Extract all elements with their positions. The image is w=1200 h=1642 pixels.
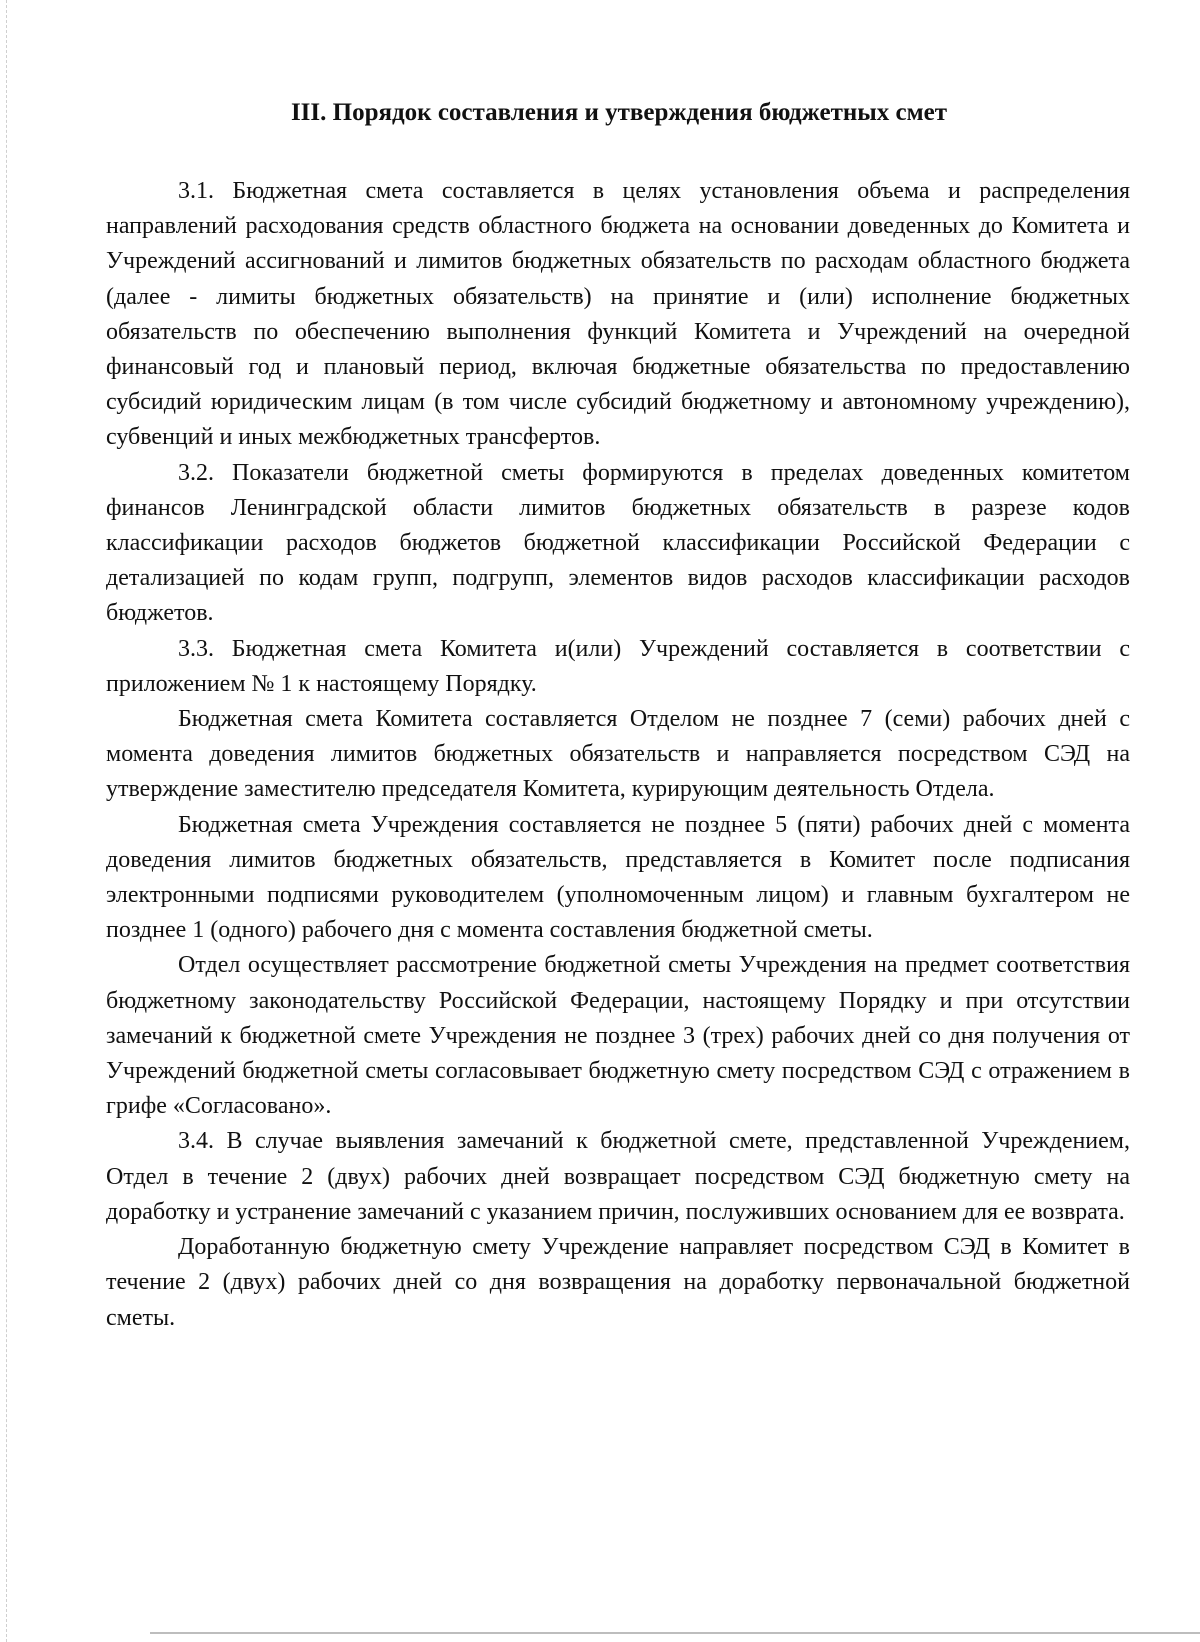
paragraph-3-3: 3.3. Бюджетная смета Комитета и(или) Учреждений составляется в соответствии с приложением № 1 к настоящему Порядку. xyxy=(106,635,1130,697)
paragraph-committee-estimate: Бюджетная смета Комитета составляется Отделом не позднее 7 (семи) рабочих дней с момента доведения лимитов бюджетных обязательств и направляется посредством СЭД на утверждение заместителю председателя Комитета, курирующим деятельность Отдела. xyxy=(106,706,1130,803)
paragraph-institution-estimate: Бюджетная смета Учреждения составляется не позднее 5 (пяти) рабочих дней с момента доведения лимитов бюджетных обязательств, представляется в Комитет после подписания электронными подписями руководителем (уполномоченным лицом) и главным бухгалтером не позднее 1 (одного) рабочего дня с момента составления бюджетной сметы. xyxy=(106,811,1130,944)
scan-margin-line xyxy=(6,0,7,1642)
page-bottom-rule xyxy=(150,1632,1200,1634)
section-heading: III. Порядок составления и утверждения бюджетных смет xyxy=(290,99,948,126)
paragraph-3-1: 3.1. Бюджетная смета составляется в целях установления объема и распределения направлений расходования средств областного бюджета на основании доведенных до Комитета и Учреждений ассигнований и лимитов бюджетных обязательств по расходам областного бюджета (далее - лимиты бюджетных обязательств) на принятие и (или) исполнение бюджетных обязательств по обеспечению выполнения функций Комитета и Учреждений на очередной финансовый год и плановый период, включая бюджетные обязательства по предоставлению субсидий юридическим лицам (в том числе субсидий бюджетному и автономному учреждению), субвенций и иных межбюджетных трансфертов. xyxy=(106,178,1130,451)
paragraph-revised-estimate: Доработанную бюджетную смету Учреждение направляет посредством СЭД в Комитет в течение 2 (двух) рабочих дней со дня возвращения на доработку первоначальной бюджетной сметы. xyxy=(106,1234,1130,1331)
paragraph-3-4: 3.4. В случае выявления замечаний к бюджетной смете, представленной Учреждением, Отдел в течение 2 (двух) рабочих дней возвращает посредством СЭД бюджетную смету на доработку и устранение замечаний с указанием причин, послуживших основанием для ее возврата. xyxy=(106,1128,1130,1225)
paragraph-3-2: 3.2. Показатели бюджетной сметы формируются в пределах доведенных комитетом финансов Ленинградской области лимитов бюджетных обязательств в разрезе кодов классификации расходов бюджетов бюджетной классификации Российской Федерации с детализацией по кодам групп, подгрупп, элементов видов расходов классификации расходов бюджетов. xyxy=(106,459,1130,627)
document-body xyxy=(106,174,1130,1336)
paragraph-department-review: Отдел осуществляет рассмотрение бюджетной сметы Учреждения на предмет соответствия бюджетному законодательству Российской Федерации, настоящему Порядку и при отсутствии замечаний к бюджетной смете Учреждения не позднее 3 (трех) рабочих дней со дня получения от Учреждений бюджетной сметы согласовывает бюджетную смету посредством СЭД с отражением в грифе «Согласовано». xyxy=(106,952,1130,1120)
